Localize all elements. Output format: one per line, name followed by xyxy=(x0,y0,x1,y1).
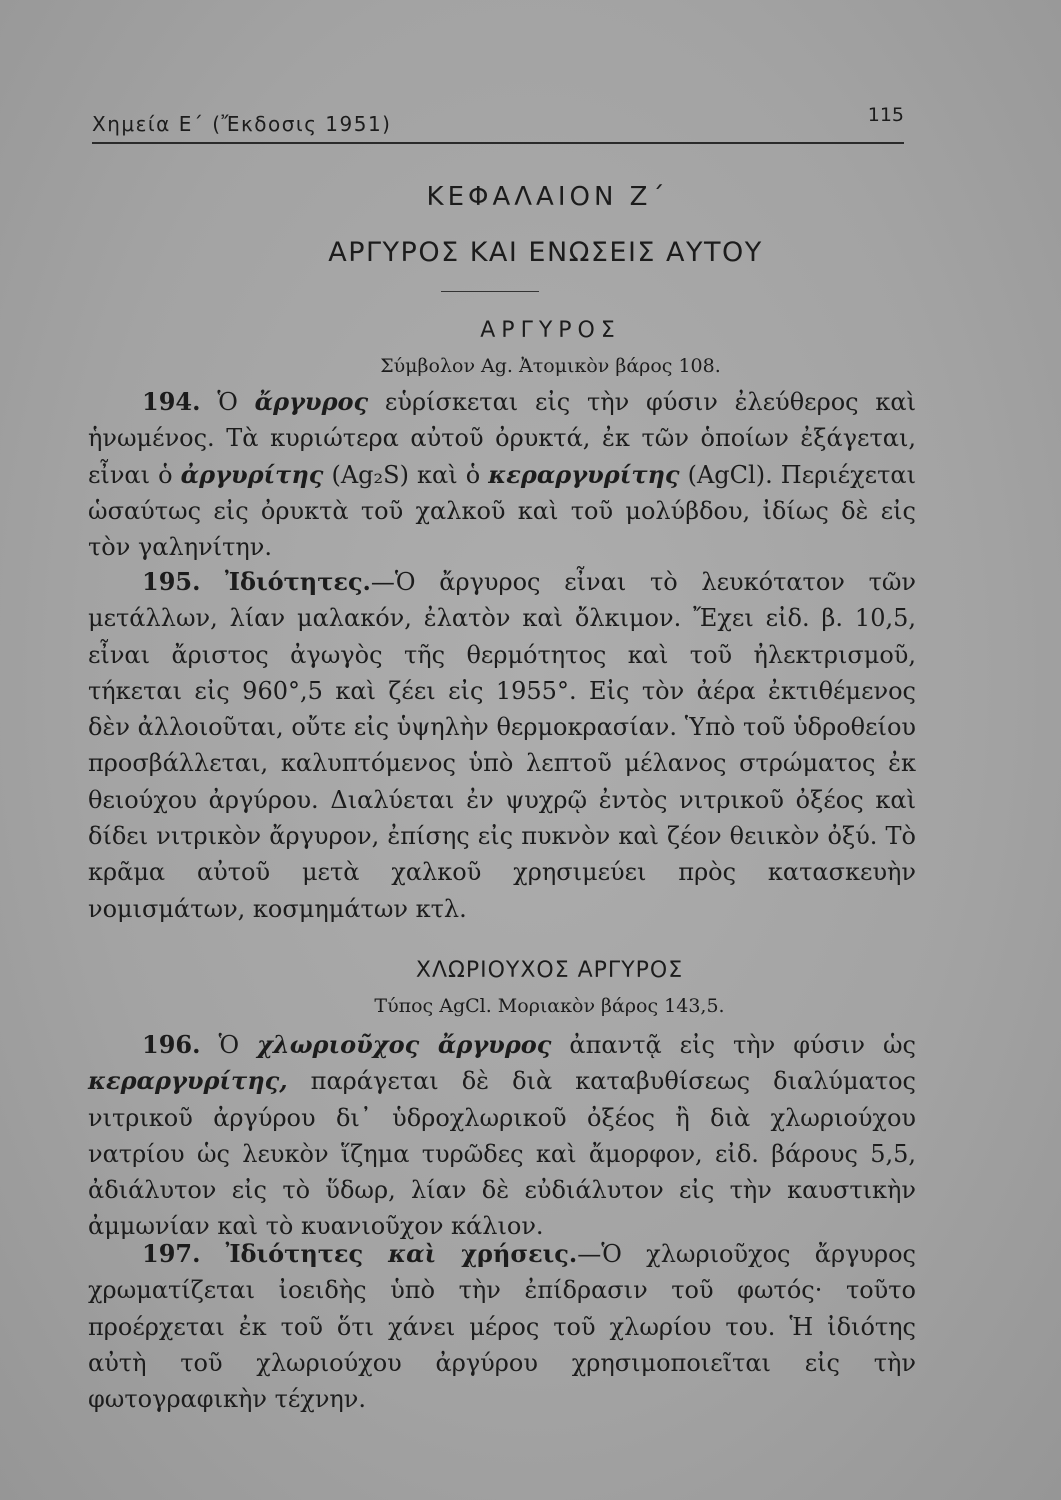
title-divider xyxy=(441,291,539,292)
paragraph-195 xyxy=(88,564,916,927)
term-silver: ἄργυρος xyxy=(254,387,369,416)
running-head xyxy=(92,104,904,136)
paragraph-196 xyxy=(88,1027,916,1245)
paragraph-194 xyxy=(88,384,916,565)
paragraph-number: 197. xyxy=(142,1239,201,1268)
paragraph-text: —Ὁ ἄργυρος εἶναι τὸ λευκότατον τῶν μετάλλων, λίαν μαλακόν, ἐλατὸν καὶ ὄλκιμον. Ἔχει εἰδ. β. 10,5, εἶναι ἄριστος ἀγωγὸς τῆς θερμότητος καὶ τοῦ ἠλεκτρισμοῦ, τήκεται εἰς 960°,5 καὶ ζέει εἰς 1955°. Εἰς τὸν ἀέρα ἐκτιθέμενος δὲν ἀλλοιοῦται, οὔτε εἰς ὑψηλὴν θερμοκρασίαν. Ὑπὸ τοῦ ὑδροθείου προσβάλλεται, καλυπτόμενος ὑπὸ λεπτοῦ μέλανος στρώματος ἐκ θειούχου ἀργύρου. Διαλύεται ἐν ψυχρῷ ἐντὸς νιτρικοῦ ὀξέος καὶ δίδει νιτρικὸν ἄργυρον, ἐπίσης εἰς πυκνὸν καὶ ζέον θειικὸν ὀξύ. Τὸ κρᾶμα αὐτοῦ μετὰ χαλκοῦ χρησιμεύει πρὸς κατασκευὴν νομισμάτων, κοσμημάτων κτλ. xyxy=(88,568,917,923)
paragraph-text: Ὁ xyxy=(200,1031,258,1059)
paragraph-text: Ὁ xyxy=(200,388,255,416)
term-argentite: ἀργυρίτης xyxy=(180,459,324,489)
term-silver-chloride: χλωριοῦχος ἄργυρος xyxy=(257,1030,552,1059)
paragraph-heading: Ἰδιότητες xyxy=(200,1239,389,1268)
formula-line: Τύπος AgCl. Μοριακὸν βάρος 143,5. xyxy=(374,995,725,1017)
section-title-silver: ΑΡΓΥΡΟΣ xyxy=(480,318,621,343)
chapter-label: ΚΕΦΑΛΑΙΟΝ Ζ΄ xyxy=(426,182,669,212)
header-rule xyxy=(92,142,904,144)
paragraph-197 xyxy=(88,1236,916,1417)
paragraph-number: 196. xyxy=(142,1030,201,1059)
paragraph-text: (Ag₂S) καὶ ὁ xyxy=(323,460,489,489)
paragraph-heading: καὶ xyxy=(388,1239,437,1268)
paragraph-text: —Ὁ χλωριοῦχος ἄργυρος χρωματίζεται ἰοειδὴς ὑπὸ τὴν ἐπίδρασιν τοῦ φωτός· τοῦτο προέρχεται ἐκ τοῦ ὅτι χάνει μέρος τοῦ χλωρίου του. Ἡ ἰδιότης αὐτὴ τοῦ χλωριούχου ἀργύρου χρησιμοποιεῖται εἰς τὴν φωτογραφικὴν τέχνην. xyxy=(88,1240,916,1414)
paragraph-text: ἀπαντᾷ εἰς τὴν φύσιν ὡς xyxy=(551,1031,916,1059)
paragraph-text: παράγεται δὲ διὰ καταβυθίσεως διαλύματος νιτρικοῦ ἀργύρου δι᾽ ὑδροχλωρικοῦ ὀξέος ἢ διὰ χλωριούχου νατρίου ὡς λευκὸν ἵζημα τυρῶδες καὶ ἄμορφον, εἰδ. βάρους 5,5, ἀδιάλυτον εἰς τὸ ὕδωρ, λίαν δὲ εὐδιάλυτον εἰς τὴν καυστικὴν ἀμμωνίαν καὶ τὸ κυανιοῦχον κάλιον. xyxy=(88,1067,916,1241)
term-chlorargyrite: κεραργυρίτης, xyxy=(88,1066,288,1096)
chapter-title: ΑΡΓΥΡΟΣ ΚΑΙ ΕΝΩΣΕΙΣ ΑΥΤΟΥ xyxy=(328,237,763,268)
paragraph-heading: χρήσεις. xyxy=(436,1239,578,1268)
running-title: Χημεία Ε΄ (Ἔκδοσις 1951) xyxy=(92,112,392,136)
section-title-silver-chloride: ΧΛΩΡΙΟΥΧΟΣ ΑΡΓΥΡΟΣ xyxy=(415,958,684,983)
symbol-line: Σύμβολον Ag. Ἀτομικὸν βάρος 108. xyxy=(380,355,721,377)
term-chlorargyrite: κεραργυρίτης xyxy=(488,459,680,489)
paragraph-text: εὑρίσκεται εἰς τὴν φύσιν ἐλεύθερος καὶ ἡνωμένος. Τὰ κυριώτερα αὐτοῦ ὀρυκτά, ἐκ τῶν ὁποίων ἐξάγεται, εἶναι ὁ xyxy=(88,388,916,489)
paragraph-heading: Ἰδιότητες. xyxy=(200,567,371,596)
page-number: 115 xyxy=(867,104,904,126)
paragraph-number: 195. xyxy=(142,567,201,596)
paragraph-text: (AgCl). Περιέχεται ὡσαύτως εἰς ὀρυκτὰ τοῦ χαλκοῦ καὶ τοῦ μολύβδου, ἰδίως δὲ εἰς τὸν γαληνίτην. xyxy=(88,460,916,562)
paragraph-number: 194. xyxy=(142,387,201,416)
